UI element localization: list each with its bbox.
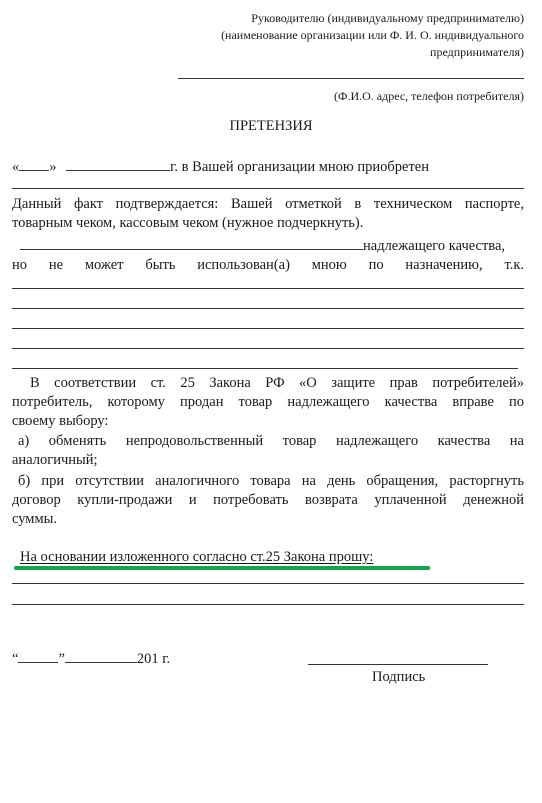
request-blank-1	[12, 583, 524, 584]
footer-open-quote: “	[12, 651, 19, 667]
footer-month-blank	[65, 648, 137, 663]
consumer-caption: (Ф.И.О. адрес, телефон потребителя)	[333, 89, 524, 103]
header-line-3: предпринимателя)	[430, 45, 524, 59]
reason-line: но не может быть использован(а) мною по назначению, т.к.	[12, 257, 524, 273]
day-blank	[19, 156, 49, 171]
header-line-1: Руководителю (индивидуальному предпринимателю)	[251, 11, 524, 25]
purchase-text: г. в Вашей организации мною приобретен	[170, 159, 429, 175]
option-b-line-1: б) при отсутствии аналогичного товара на день обращения, расторгнуть	[18, 473, 524, 489]
law-line-1: В соответствии ст. 25 Закона РФ «О защите прав потребителей»	[30, 375, 524, 391]
law-line-3: своему выбору:	[12, 413, 109, 429]
option-b-line-2: договор купли-продажи и потребовать возврата уплаченной денежной	[12, 492, 524, 508]
footer-day-blank	[18, 648, 58, 663]
reason-blank-3	[12, 328, 524, 329]
reason-blank-5	[12, 368, 518, 369]
option-b-line-3: суммы.	[12, 511, 58, 527]
confirmation-line-2: товарным чеком, кассовым чеком (нужное подчеркнуть).	[12, 215, 364, 231]
request-line	[20, 548, 373, 567]
reason-blank-2	[12, 308, 524, 309]
footer-close-quote: ”	[58, 651, 65, 667]
law-line-2: потребитель, которому продан товар надлежащего качества вправе по	[12, 394, 524, 410]
option-a-line-1: а) обменять непродовольственный товар надлежащего качества на	[18, 433, 524, 449]
quality-line	[20, 235, 505, 256]
quality-text: надлежащего качества,	[363, 238, 506, 254]
document-title: ПРЕТЕНЗИЯ	[229, 118, 313, 134]
footer-year: 201 г.	[136, 651, 171, 667]
signature-line	[308, 664, 488, 665]
date-open-quote: «	[12, 159, 20, 175]
reason-blank-4	[12, 348, 524, 349]
purchase-line	[12, 156, 429, 177]
confirmation-line-1: Данный факт подтверждается: Вашей отметкой в техническом паспорте,	[12, 196, 524, 212]
quality-blank	[20, 235, 363, 250]
signature-caption: Подпись	[372, 669, 426, 685]
consumer-line	[178, 78, 524, 79]
request-blank-2	[12, 604, 524, 605]
date-line	[12, 648, 170, 669]
month-blank	[66, 156, 170, 171]
product-line	[12, 188, 524, 189]
green-highlight-underline	[14, 566, 430, 570]
request-text: На основании изложенного согласно ст.25 Закона прошу:	[20, 549, 374, 565]
header-line-2: (наименование организации или Ф. И. О. индивидуального	[221, 28, 524, 42]
date-close-quote: »	[49, 159, 57, 175]
reason-blank-1	[12, 288, 524, 289]
option-a-line-2: аналогичный;	[12, 452, 98, 468]
